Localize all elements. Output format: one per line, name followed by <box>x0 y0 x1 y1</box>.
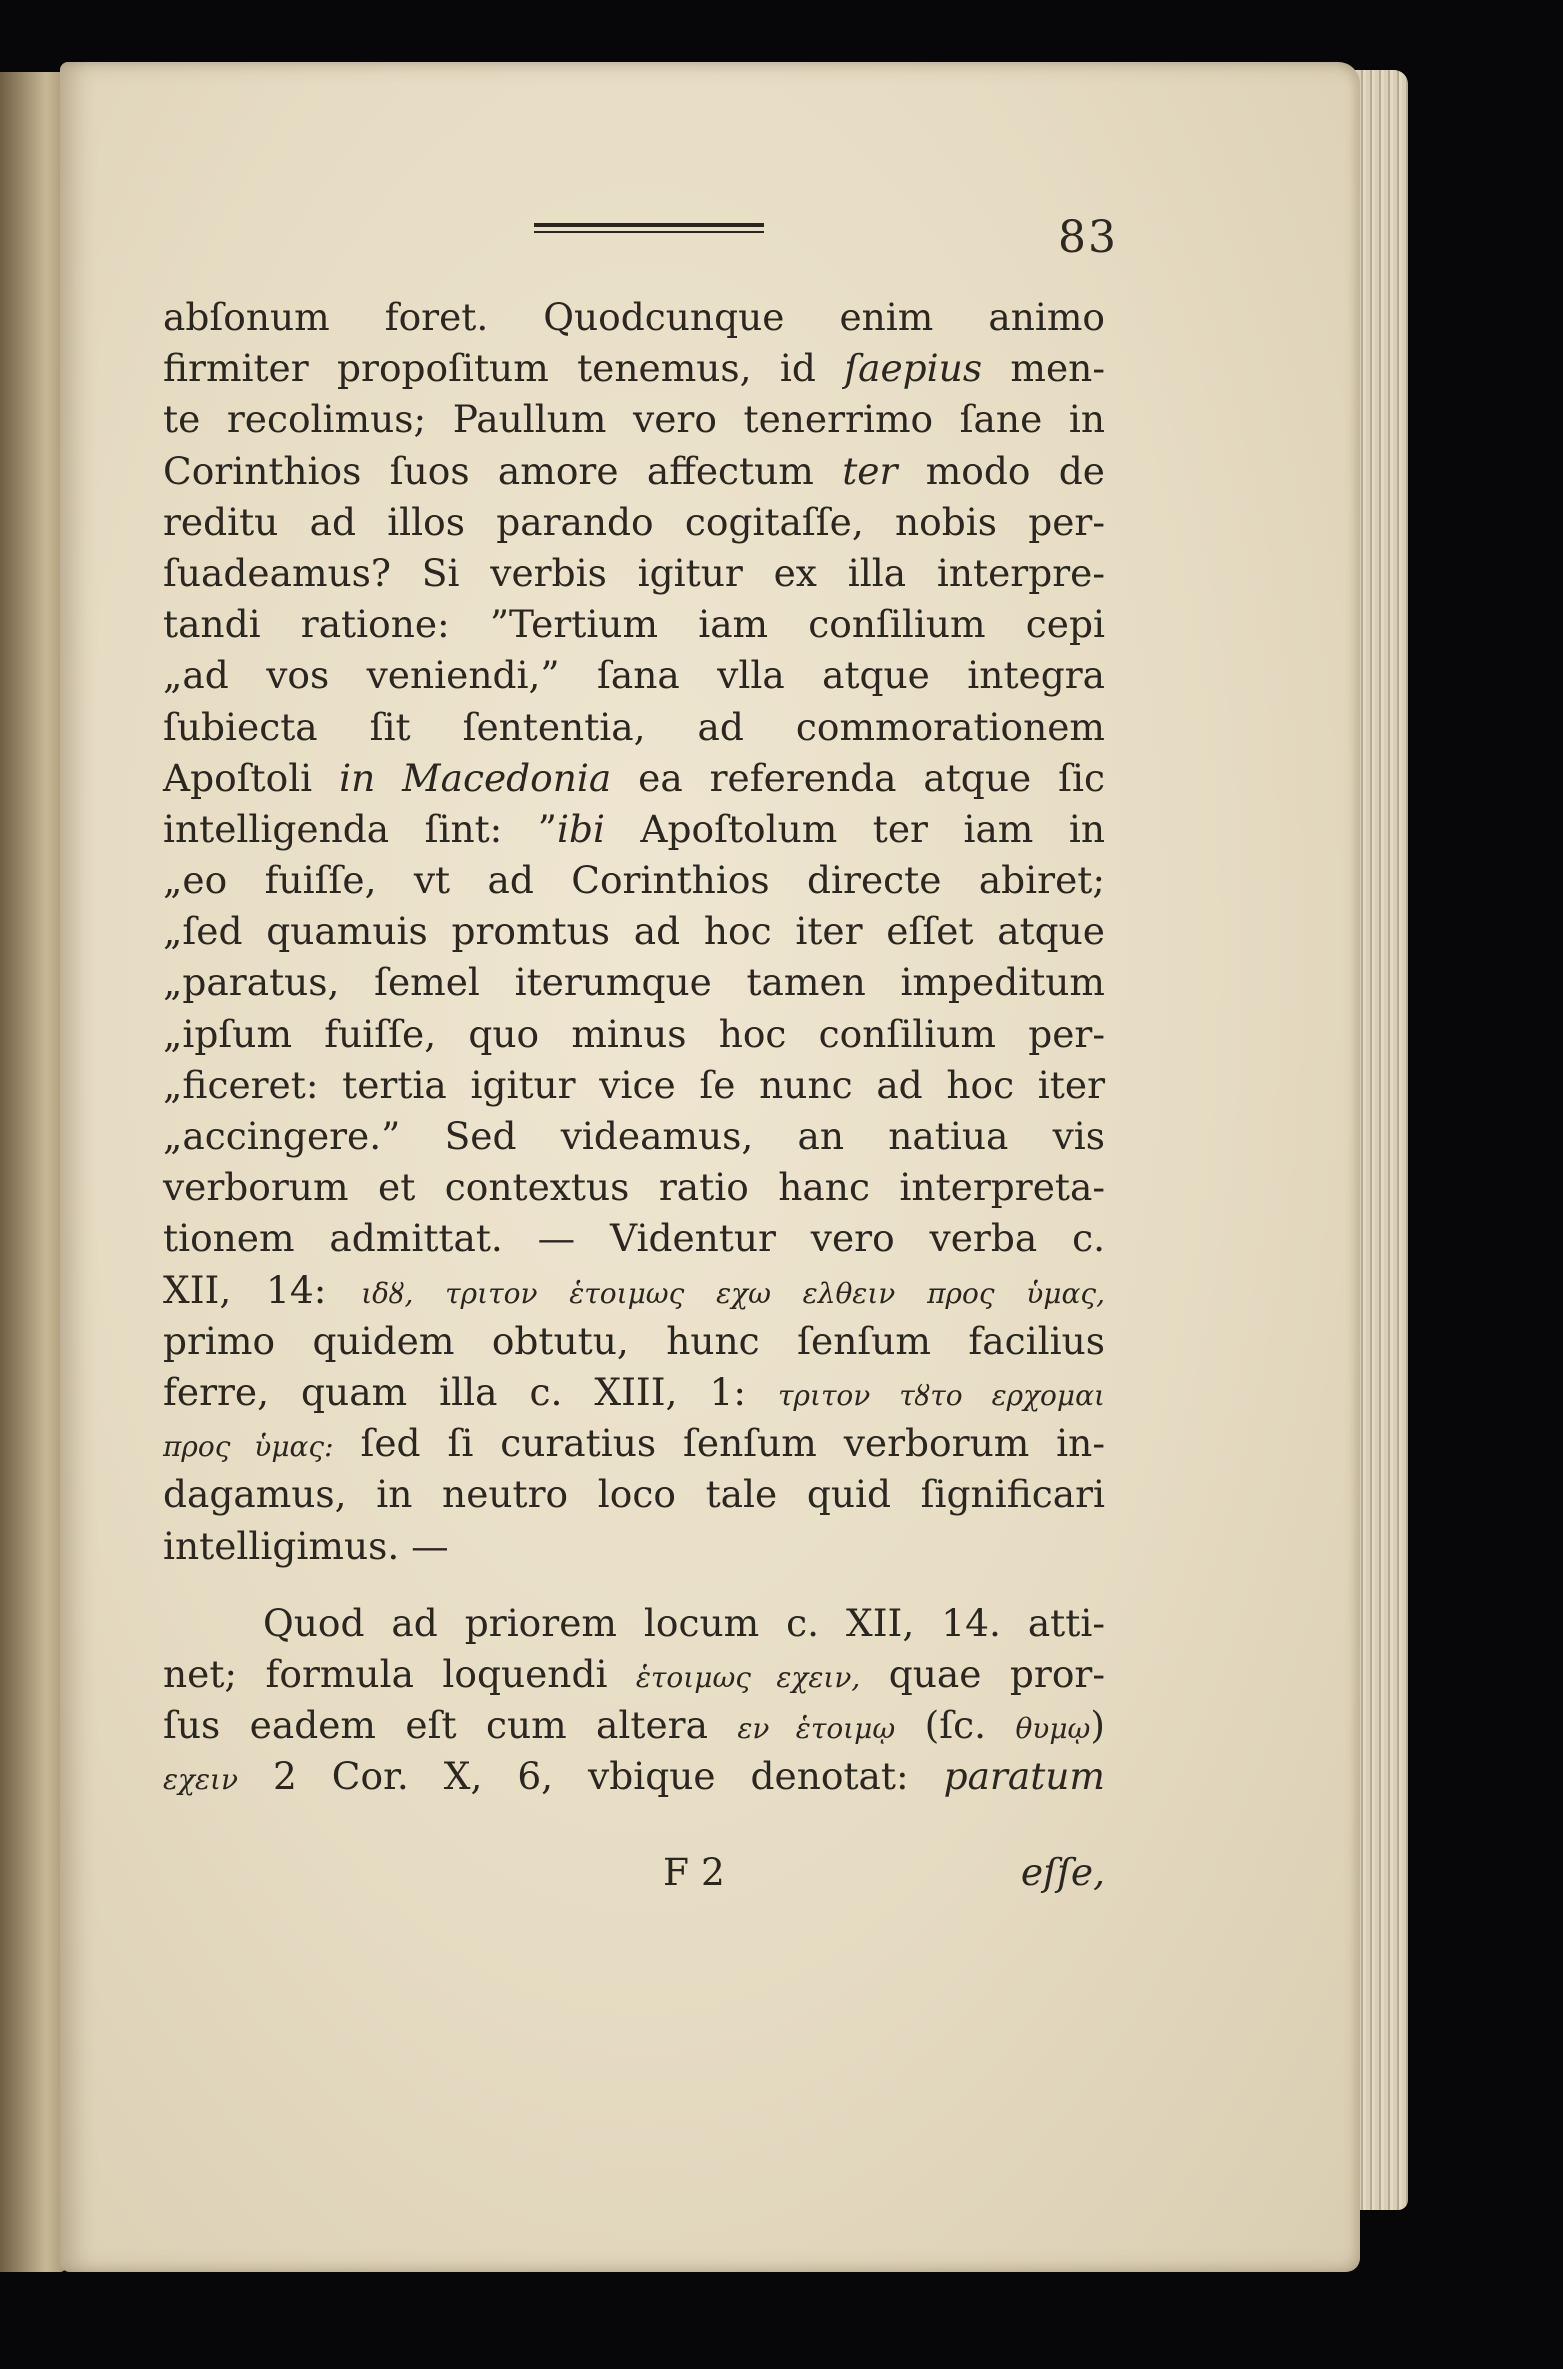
text-run: abſonum foret. Quodcunque enim animo <box>163 295 1105 339</box>
text-run: firmiter propoſitum tenemus, id <box>163 346 845 391</box>
text-line <box>163 1598 1105 1649</box>
text-run: „ipſum fuiſſe, quo minus hoc conſilium per- <box>163 1011 1105 1056</box>
text-line <box>163 906 1105 957</box>
text-line <box>163 343 1105 394</box>
text-run: XII, 14: <box>163 1267 362 1312</box>
text-line <box>163 650 1105 701</box>
text-run: ſubiecta ſit ſententia, ad commorationem <box>163 704 1105 749</box>
text-line <box>163 1213 1105 1264</box>
text-line <box>163 1265 1105 1316</box>
text-line <box>163 804 1105 855</box>
italic-run: ter <box>842 448 898 493</box>
text-run: te recolimus; Paullum vero tenerrimo ſane in <box>163 397 1105 442</box>
previous-page-edge <box>0 72 66 2272</box>
greek-quotation: τριτον τȣτο ερχομαι <box>778 1378 1105 1412</box>
text-run: intelligenda ſint: ” <box>163 806 557 851</box>
text-line <box>163 446 1105 497</box>
text-run: Apoſtolum ter iam in <box>604 806 1105 851</box>
text-line <box>163 1316 1105 1367</box>
text-run: ſus eadem eſt cum altera <box>163 1703 738 1748</box>
text-run: „ad vos veniendi,” ſana vlla atque integra <box>163 653 1105 698</box>
page-number: 83 <box>1058 212 1118 263</box>
italic-run: ſaepius <box>844 346 983 391</box>
text-run: „ficeret: tertia igitur vice ſe nunc ad hoc iter <box>163 1062 1105 1107</box>
italic-run: in Macedonia <box>339 755 612 800</box>
greek-quotation: εν ἑτοιμῳ <box>737 1712 896 1746</box>
text-run: net; formula loquendi <box>163 1651 636 1696</box>
greek-quotation: ἑτοιμως εχειν, <box>635 1660 861 1694</box>
text-run: men- <box>982 346 1105 391</box>
text-line <box>163 957 1105 1008</box>
text-run: ferre, quam illa c. XIII, 1: <box>163 1369 779 1414</box>
text-run: Corinthios ſuos amore affectum <box>163 448 843 493</box>
text-line <box>163 394 1105 445</box>
text-run: ea referenda atque ſic <box>611 755 1105 800</box>
text-run: quae pror- <box>860 1651 1105 1696</box>
text-run: intelligimus. — <box>163 1523 449 1568</box>
text-run: tionem admittat. — Videntur vero verba c. <box>163 1216 1105 1261</box>
text-run: dagamus, in neutro loco tale quid ſignificari <box>163 1472 1105 1517</box>
text-run: verborum et contextus ratio hanc interpreta- <box>163 1165 1105 1210</box>
text-line <box>163 1751 1105 1802</box>
text-run: „accingere.” Sed videamus, an natiua vis <box>163 1114 1105 1158</box>
text-run: „paratus, ſemel iterumque tamen impeditum <box>163 960 1105 1005</box>
italic-run: ibi <box>556 806 605 851</box>
text-run: ) <box>1090 1703 1106 1748</box>
header-rule <box>534 223 764 233</box>
text-line <box>163 753 1105 804</box>
text-line <box>163 1162 1105 1213</box>
text-run: 2 Cor. X, 6, vbique denotat: <box>238 1754 944 1799</box>
text-line <box>163 1060 1105 1111</box>
greek-quotation: εχειν <box>163 1763 239 1797</box>
text-line <box>163 1111 1105 1162</box>
text-line <box>163 702 1105 753</box>
text-line <box>163 1521 1105 1572</box>
text-line <box>163 1469 1105 1520</box>
text-run: reditu ad illos parando cogitaſſe, nobis per- <box>163 499 1105 544</box>
page-footer <box>163 1850 1105 1902</box>
text-line <box>163 1009 1105 1060</box>
text-line <box>163 1367 1105 1418</box>
text-run: „eo fuiſſe, vt ad Corinthios directe abiret; <box>163 858 1105 903</box>
text-run: primo quidem obtutu, hunc ſenſum facilius <box>163 1318 1105 1363</box>
paragraph-gap <box>163 1572 1105 1598</box>
italic-run: paratum <box>943 1754 1105 1799</box>
text-line <box>163 1418 1105 1469</box>
text-line <box>163 497 1105 548</box>
text-run: Apoſtoli <box>163 755 340 800</box>
text-run: (ſc. <box>895 1703 1016 1748</box>
text-run: Quod ad priorem locum c. XII, 14. atti- <box>263 1600 1105 1645</box>
text-run: ſed ſi curatius ſenſum verborum in- <box>333 1421 1105 1466</box>
text-run: tandi ratione: ”Tertium iam conſilium cepi <box>163 602 1105 647</box>
text-line <box>163 599 1105 650</box>
greek-quotation: θυμῳ <box>1015 1712 1091 1746</box>
greek-quotation: προς ὑμας: <box>163 1430 334 1464</box>
catchword: eſſe, <box>1020 1850 1105 1894</box>
text-block <box>163 292 1105 1802</box>
text-line <box>163 855 1105 906</box>
text-line <box>163 548 1105 599</box>
text-line <box>163 292 1105 343</box>
text-run: „ſed quamuis promtus ad hoc iter eſſet atque <box>163 909 1105 954</box>
text-run: ſuadeamus? Si verbis igitur ex illa interpre- <box>163 550 1105 595</box>
signature-mark: F 2 <box>663 1850 725 1894</box>
text-line <box>163 1700 1105 1751</box>
greek-quotation: ιδȣ, τριτον ἑτοιμως εχω ελθειν προς ὑμας, <box>361 1276 1105 1310</box>
text-line <box>163 1649 1105 1700</box>
text-run: modo de <box>897 448 1105 493</box>
